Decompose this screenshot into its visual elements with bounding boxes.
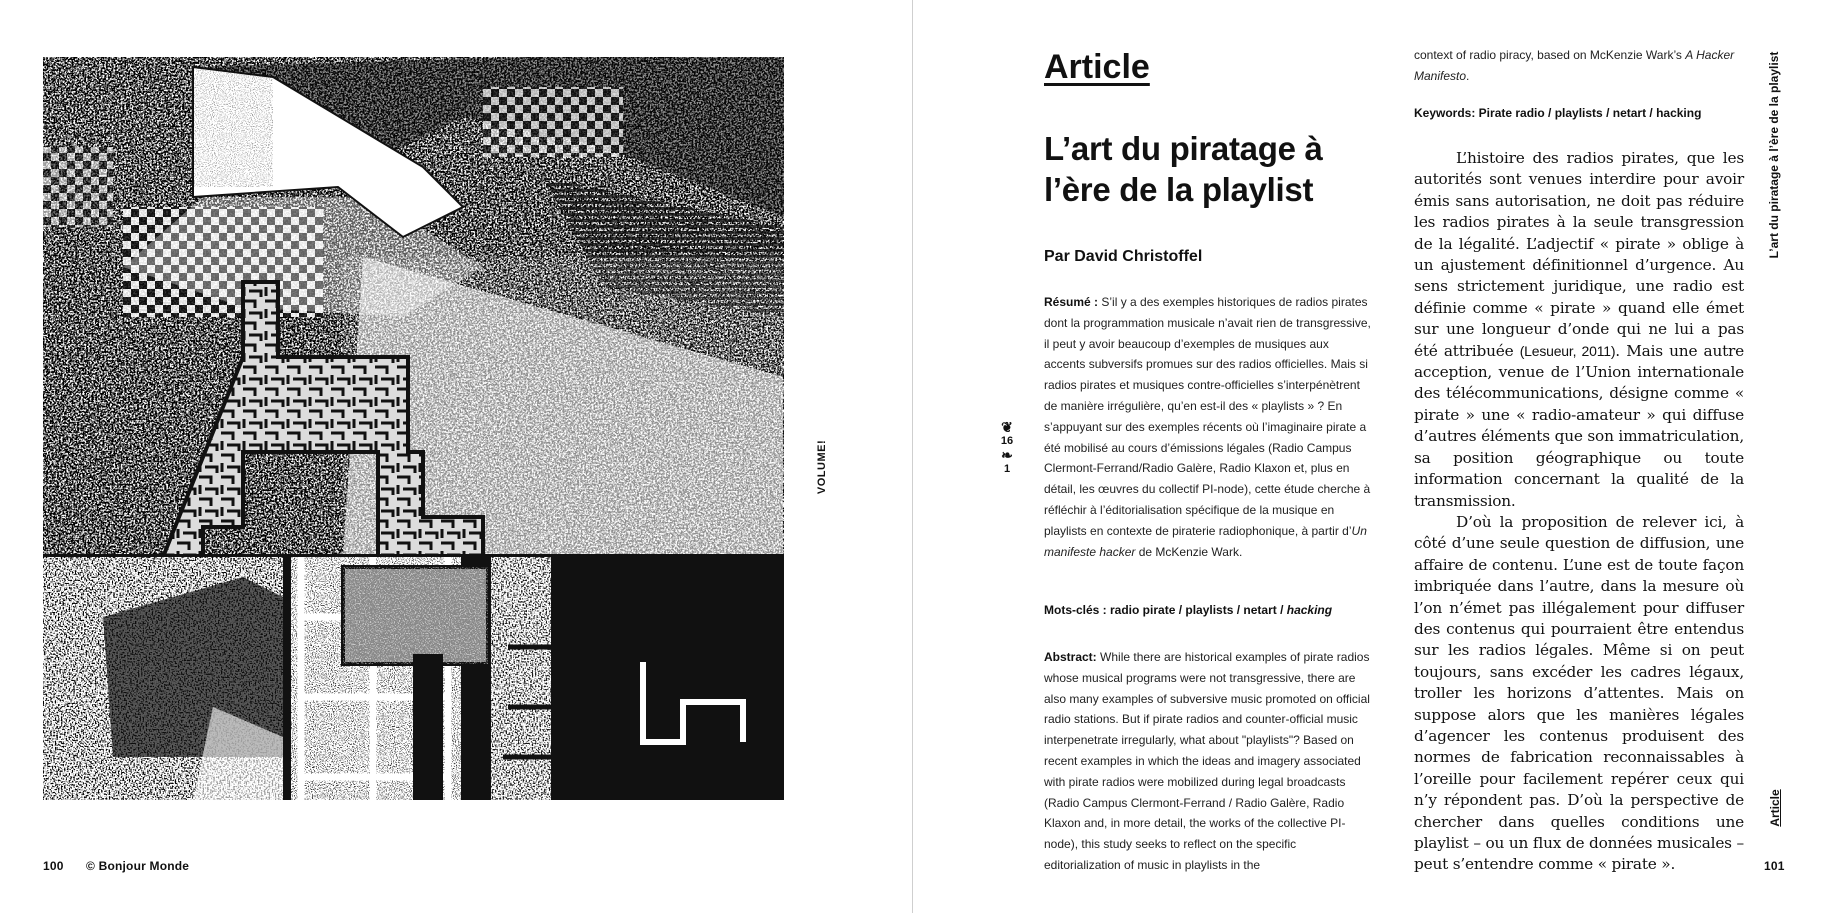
section-footer: [1768, 783, 1782, 833]
resume-end: de McKenzie Wark.: [1135, 544, 1243, 559]
abstract-cont: context of radio piracy, based on McKenzie Wark’s: [1414, 48, 1686, 62]
right-page-number: 101: [1764, 859, 1785, 873]
motscles-text: Mots-clés : radio pirate / playlists / netart /: [1044, 603, 1287, 617]
abstract-continuation: [1414, 45, 1744, 87]
motscles: [1044, 603, 1374, 617]
left-page: [0, 0, 912, 913]
running-head: [1765, 40, 1783, 270]
abstract-paragraph: [1044, 647, 1372, 876]
resume-text: S’il y a des exemples historiques de radios pirates dont la programmation musicale n’avait rien de transgressive, il peut y avoir beaucoup d’exemples de musiques aux accents subversifs promues sur des radios officielles. Mais si radios pirates et musiques contre-officielles s’interpénètrent de manière irrégulière, qu’en est-il des « playlists » ? En s’appuyant sur des exemples récents où l’imaginaire pirate a été mobilisé au cours d’émissions légales (Radio Campus Clermont-Ferrand/Radio Galère, Radio Klaxon et, plus en détail, les œuvres du collectif PI-node), cette étude cherche à réfléchir à l’éditorialisation spécifique de la musique en playlists en contexte de piraterie radiophonique, à partir d’: [1044, 295, 1371, 538]
artwork-image: [43, 57, 784, 800]
keywords: Keywords: Pirate radio / playlists / netart / hacking: [1414, 106, 1702, 120]
feather-icon: ❧: [1001, 447, 1013, 463]
body-citation: (Lesueur, 2011): [1519, 342, 1616, 359]
resume-paragraph: [1044, 292, 1372, 562]
abstract-book: A Hacker Manifesto: [1414, 48, 1735, 83]
issue-number: 1: [1003, 463, 1011, 475]
abstract-label: Abstract:: [1044, 650, 1097, 664]
body-paragraph-1: [1414, 148, 1744, 512]
article-title: L’art du piratage à l’ère de la playlist: [1044, 130, 1323, 208]
byline: Par David Christoffel: [1044, 248, 1203, 265]
motscles-last: hacking: [1286, 603, 1333, 617]
body-p1-end: . Mais une autre acception, venue de l’Union internationale des télécommunications, désigne comme « pirate » une « radio-amateur » qui diffuse d’autres éléments que son immatriculation, sa position géographique ou toute information concernant la qualité de la transmission.: [1414, 341, 1745, 510]
resume-label: Résumé :: [1044, 295, 1099, 309]
resume-book: Un manifeste hacker: [1044, 523, 1367, 559]
running-head-text: L’art du piratage à l’ère de la playlist: [1767, 51, 1781, 259]
issue-volume: 16: [1000, 435, 1014, 447]
left-page-number: 100: [43, 859, 64, 873]
section-title: Article: [1044, 48, 1150, 86]
volume-label: VOLUME!: [816, 439, 828, 495]
body-p1: L’histoire des radios pirates, que les autorités sont venues interdire pour avoir émis sans autorisation, ne doit pas réduire les radios pirates à la seule transgression de la légalité. L’adjectif « pirate » oblige à un ajustement définitionnel d’urgence. Au sens strictement juridique, une radio est définie comme « pirate » quand elle émet sur une longueur d’onde qui ne lui a pas été attribuée: [1414, 149, 1744, 360]
article-body: [1414, 148, 1744, 876]
volume-vertical-label: [815, 437, 829, 497]
abstract-end: .: [1466, 69, 1470, 83]
abstract-text: While there are historical examples of pirate radios whose musical programs were not transgressive, there are also many examples of subversive music promoted on official radio stations. But if pirate radios and counter-official music interpenetrate irregularly, what about "playlists"? Based on recent examples in which the ideas and imagery associated with pirate radios were mobilized during legal broadcasts (Radio Campus Clermont-Ferrand / Radio Galère, Radio Klaxon and, in more detail, the works of the collective PI-node), this study seeks to reflect on the specific editorialization of music in playlists in the: [1044, 650, 1370, 872]
section-footer-text: Article: [1768, 789, 1782, 827]
body-paragraph-2: D’où la proposition de relever ici, à côté d’une seule question de diffusion, une affaire de contenu. L’une est de toute façon imbriquée dans l’autre, dans la mesure où l’on n’émet pas illégalement pour diffuser des contenus qui pourraient être entendus sur les radios légales. Même si on peut toujours, sans excéder les cadres légaux, troller les horizons d’attentes. Mais on suppose alors que les manières légales d’agencer les contenus produisent des normes de fabrication reconnaissables à l’oreille pour facilement repérer ceux qui n’y répondent pas. D’où la perspective de chercher dans quelles conditions une playlist – ou un flux de données musicales – peut s’entendre comme « pirate ».: [1414, 512, 1744, 874]
leaf-icon: ❦: [1001, 419, 1013, 435]
issue-marker: [993, 420, 1021, 476]
image-credit: © Bonjour Monde: [86, 859, 190, 873]
